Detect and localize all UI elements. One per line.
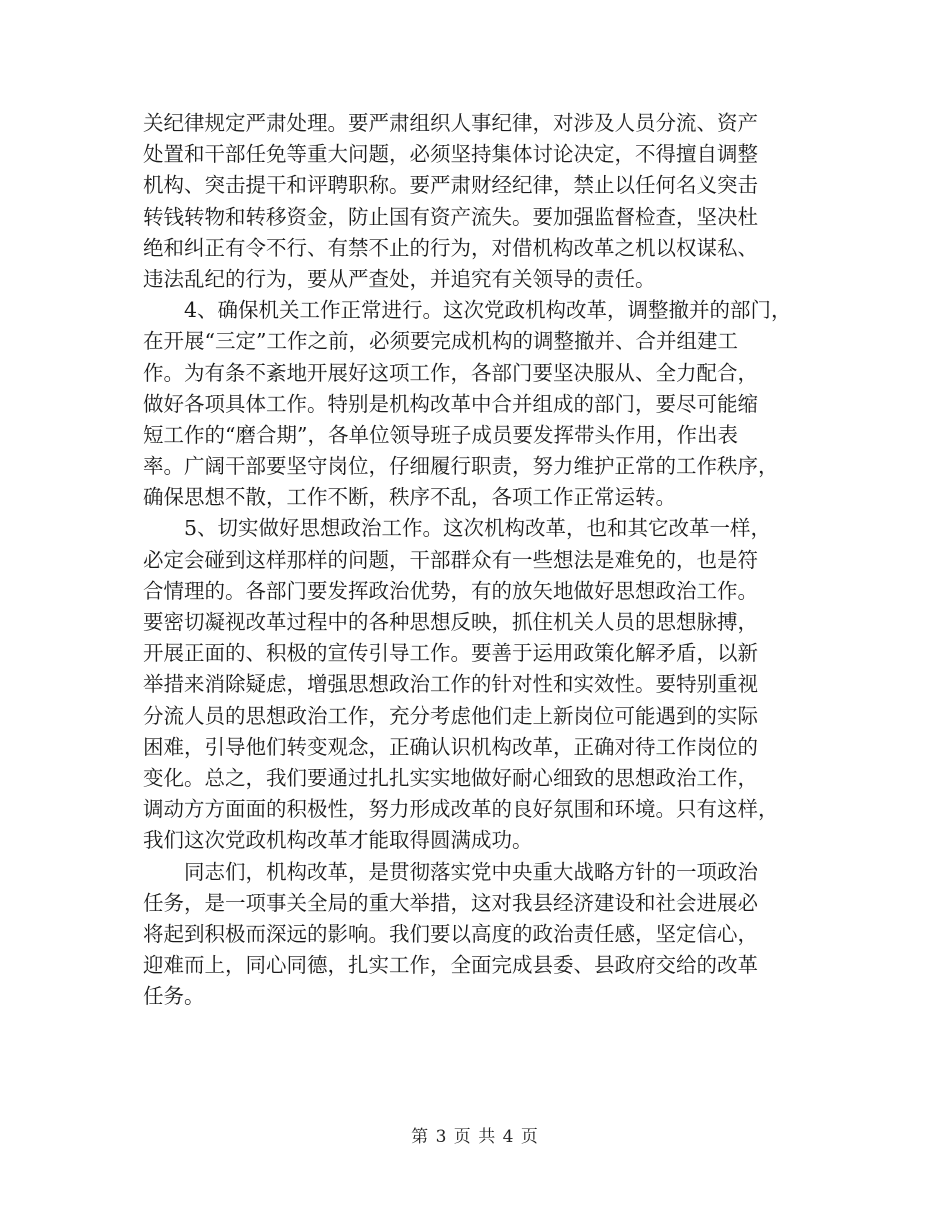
text-line: 处置和干部任免等重大问题，必须坚持集体讨论决定，不得擅自调整 [143, 142, 758, 167]
text-line: 举措来消除疑虑，增强思想政治工作的针对性和实效性。要特别重视 [143, 672, 758, 697]
text-line: 确保思想不散，工作不断，秩序不乱，各项工作正常运转。 [143, 485, 676, 510]
text-line: 绝和纠正有令不行、有禁不止的行为，对借机构改革之机以权谋私、 [143, 235, 758, 260]
text-line: 违法乱纪的行为，要从严查处，并追究有关领导的责任。 [143, 266, 656, 291]
text-line: 将起到积极而深远的影响。我们要以高度的政治责任感，坚定信心， [143, 921, 758, 946]
text-line: 转钱转物和转移资金，防止国有资产流失。要加强监督检查，坚决杜 [143, 204, 758, 229]
text-line: 在开展“三定”工作之前，必须要完成机构的调整撤并、合并组建工 [143, 329, 738, 354]
text-line: 合情理的。各部门要发挥政治优势，有的放矢地做好思想政治工作。 [143, 578, 758, 603]
text-line: 任务，是一项事关全局的重大举措，这对我县经济建设和社会进展必 [143, 890, 758, 915]
paragraph-first-line: 5、切实做好思想政治工作。这次机构改革，也和其它改革一样， [184, 516, 772, 541]
text-line: 短工作的“磨合期”，各单位领导班子成员要发挥带头作用，作出表 [143, 422, 738, 447]
text-line: 我们这次党政机构改革才能取得圆满成功。 [143, 828, 533, 853]
text-line: 开展正面的、积极的宣传引导工作。要善于运用政策化解矛盾，以新 [143, 641, 758, 666]
text-line: 任务。 [143, 984, 205, 1009]
text-line: 分流人员的思想政治工作，充分考虑他们走上新岗位可能遇到的实际 [143, 703, 758, 728]
text-line: 要密切凝视改革过程中的各种思想反映，抓住机关人员的思想脉搏， [143, 610, 758, 634]
text-line: 做好各项具体工作。特别是机构改革中合并组成的部门，要尽可能缩 [143, 391, 758, 416]
text-line: 迎难而上，同心同德，扎实工作，全面完成县委、县政府交给的改革 [143, 953, 758, 978]
text-line: 变化。总之，我们要通过扎扎实实地做好耐心细致的思想政治工作， [143, 765, 758, 790]
text-line: 机构、突击提干和评聘职称。要严肃财经纪律，禁止以任何名义突击 [143, 173, 758, 198]
text-line: 作。为有条不紊地开展好这项工作，各部门要坚决服从、全力配合， [143, 360, 758, 385]
text-line: 必定会碰到这样那样的问题，干部群众有一些想法是难免的，也是符 [143, 547, 758, 572]
paragraph-first-line: 4、确保机关工作正常进行。这次党政机构改革，调整撤并的部门， [184, 298, 792, 323]
text-line: 关纪律规定严肃处理。要严肃组织人事纪律，对涉及人员分流、资产 [143, 111, 758, 135]
text-line: 率。广阔干部要坚守岗位，仔细履行职责，努力维护正常的工作秩序， [143, 454, 779, 479]
paragraph-first-line: 同志们，机构改革，是贯彻落实党中央重大战略方针的一项政治 [184, 859, 758, 884]
text-line: 调动方方面面的积极性，努力形成改革的良好氛围和环境。只有这样， [143, 797, 779, 822]
text-line: 困难，引导他们转变观念，正确认识机构改革，正确对待工作岗位的 [143, 734, 758, 759]
page-number-footer: 第 3 页 共 4 页 [411, 1127, 539, 1147]
document-body [143, 108, 823, 1012]
